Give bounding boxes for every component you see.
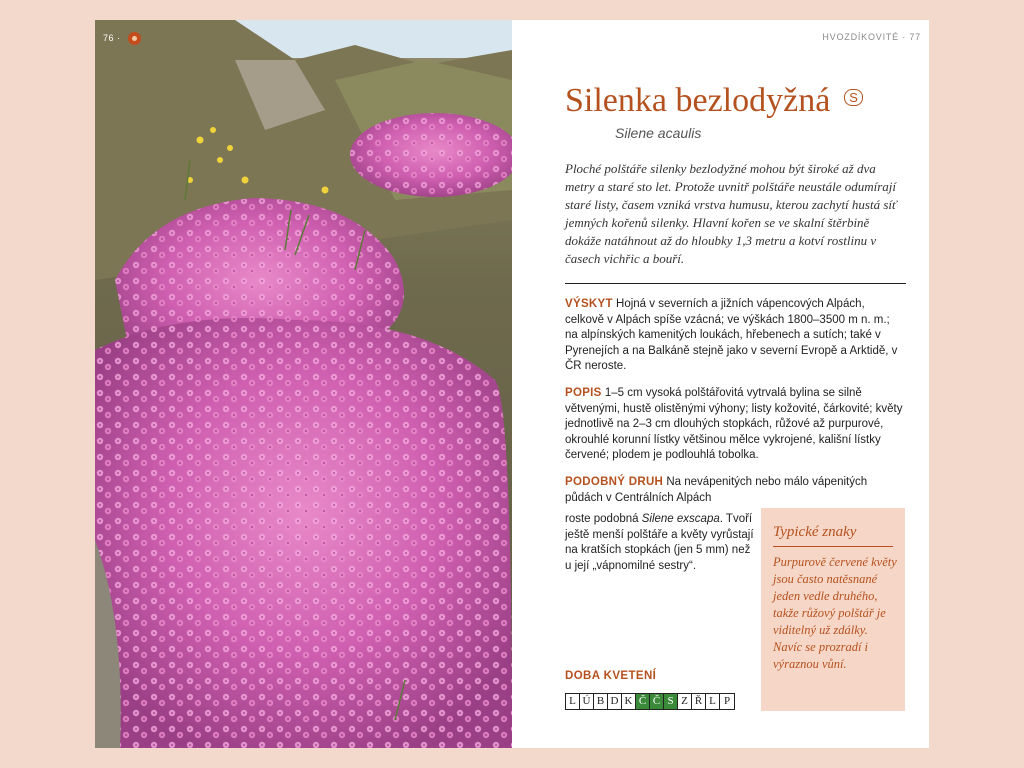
bloom-month-3: B [594,694,608,709]
species-name: Silenka bezlodyžná [565,82,831,119]
bloom-months [565,693,735,710]
bloom-month-2: Ú [580,694,594,709]
page-number-left: 76 · [103,32,141,45]
section-label: POPIS [565,387,602,399]
bloom-month-9: Z [678,694,692,709]
typical-features-box [761,508,905,711]
section-text: Na nevápenitých nebo málo vápenitých půdách v Centrálních Alpách [565,476,868,504]
photo-illustration [95,20,512,748]
bloom-month-6: Č [636,694,650,709]
book-spread [95,20,929,748]
box-text: Purpurově červené květy jsou často natěsnané jeden vedle druhého, takže růžový polštář je viditelný už zdálky. Navíc se prozradí i výraznou vůní. [773,555,897,671]
bloom-label: DOBA KVETENÍ [565,670,657,682]
section-label: VÝSKYT [565,298,613,310]
section-text-post: . Tvoří ještě menší polštáře a květy vyrůstají na kratších stopkách (jen 5 mm) než u její „vápnomilné sestry“. [565,513,754,572]
bloom-month-11: L [706,694,720,709]
species-title [565,82,863,120]
section-label: PODOBNÝ DRUH [565,476,664,488]
section-popis [565,386,905,464]
bloom-month-12: P [723,695,731,707]
similar-species-name: Silene exscapa [641,513,720,525]
bloom-month-8: S [664,694,678,709]
page-number-left-value: 76 [103,32,115,43]
section-text: Hojná v severních a jižních vápencových Alpách, celkově v Alpách spíše vzácná; ve výškách 1800–3500 m n. m.; na alpínských kamenitých loukách, hřebenech a sutích; také v Pyrenejích a na Balkáně stejně jako v severní Evropě a Arktidě, v ČR neroste. [565,298,898,372]
section-podobny-druh-continued [565,512,755,574]
section-text: 1–5 cm vysoká polštářovitá vytrvalá bylina se silně větvenými, hustě olistěnými výhony; listy kožovité, čárkovité; květy jednotlivě na 2–3 cm dlouhých stopkách, růžové až purpurové, okrouhlé korunní lístky většinou mělce vykrojené, kališní lístky červené; plodem je podlouhlá tobolka. [565,387,903,461]
box-title: Typické znaky [773,524,857,540]
section-divider [565,283,906,284]
flower-photo [95,20,512,748]
bloom-month-5: K [622,694,636,709]
latin-name: Silene acaulis [615,125,702,141]
intro-paragraph: Ploché polštáře silenky bezlodyžné mohou být široké až dva metry a staré sto let. Protože uvnitř polštáře neustále odumírají staré listy, časem vzniká vrstva humusu, kterou zachytí hustá síť jemných kořenů silenky. Hlavní kořen se ve skalní štěrbině dokáže natáhnout až do hloubky 1,3 metru a kotví rostlinu v časech vichřic a bouří. [565,161,897,266]
bloom-month-10: Ř [692,694,706,709]
flower-ornament-icon [128,32,141,45]
section-text-pre: roste podobná [565,513,642,525]
page-header-right: HVOZDÍKOVITÉ · 77 [822,32,921,42]
bloom-month-7: Č [650,694,664,709]
section-podobny-druh [565,475,895,506]
section-vyskyt [565,297,905,375]
bloom-month-1: L [566,694,580,709]
box-divider [773,546,893,547]
protected-badge: S [844,89,863,106]
bloom-month-4: D [608,694,622,709]
